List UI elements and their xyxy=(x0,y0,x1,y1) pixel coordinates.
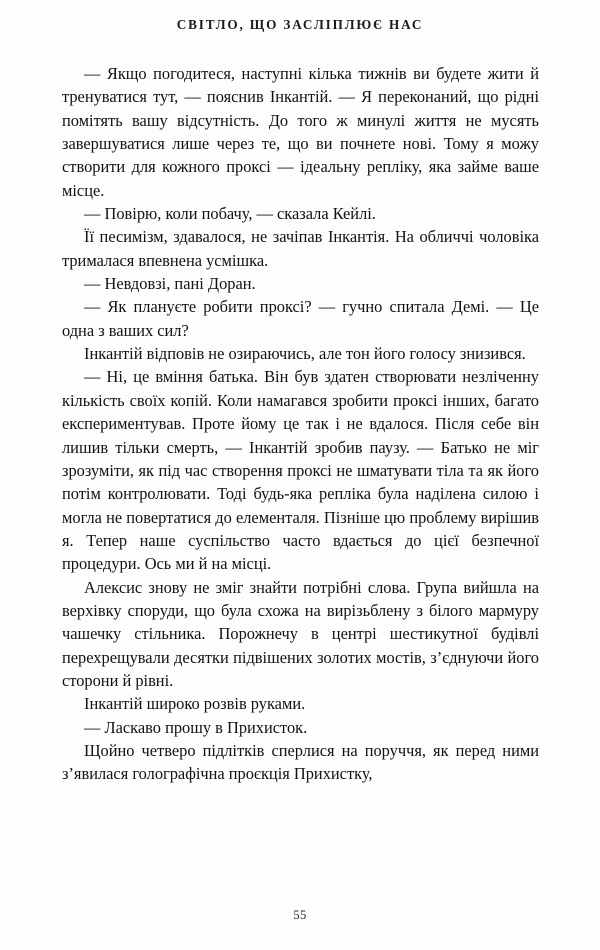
paragraph: — Ласкаво прошу в Прихисток. xyxy=(84,717,308,737)
paragraph: Інкантій широко розвів руками. xyxy=(84,694,306,714)
page-number: 55 xyxy=(293,908,307,922)
paragraph: Інкантій відповів не озираючись, але тон його голосу знизився. xyxy=(84,344,526,364)
paragraph: — Повірю, коли побачу, — сказала Кейлі. xyxy=(84,204,376,224)
paragraph: Щойно четверо підлітків сперлися на поруччя, як перед ними з’явилася голографічна проєкція Прихистку, xyxy=(62,740,539,784)
paragraph: Алексис знову не зміг знайти потрібні слова. Група вийшла на верхівку споруди, що була схожа на вирізьблену з білого мармуру чашечку стільника. Порожнечу в центрі шестикутної будівлі перехрещували десятки підвішених золотих мостів, з’єднуючи його сторони й рівні. xyxy=(62,577,539,690)
running-head: СВІТЛО, ЩО ЗАСЛІПЛЮЄ НАС xyxy=(176,17,424,32)
body-text-block xyxy=(62,62,539,786)
paragraph: — Ні, це вміння батька. Він був здатен створювати незліченну кількість своїх копій. Коли намагався зробити проксі інших, багато експериментував. Проте йому це так і не вдалося. Після себе він лишив тільки смерть, — Інкантій зробив паузу. — Батько не міг зрозуміти, як під час створення проксі не шматувати тіла та як його потім контролювати. Тоді будь-яка репліка була наділена силою і могла не повертатися до елементаля. Пізніше цю проблему вирішив я. Тепер наше суспільство часто вдається до цієї безпечної процедури. Ось ми й на місці. xyxy=(62,367,539,574)
paragraph: — Якщо погодитеся, наступні кілька тижнів ви будете жити й тренуватися тут, — пояснив Інкантій. — Я переконаний, що рідні помітять вашу відсутність. До того ж минулі життя не мусять завершуватися лише через те, що ви почнете нові. Тому я можу створити для кожного проксі — ідеальну репліку, яка займе ваше місце. xyxy=(62,64,539,200)
paragraph: — Невдовзі, пані Доран. xyxy=(84,274,256,294)
paragraph: — Як плануєте робити проксі? — гучно спитала Демі. — Це одна з ваших сил? xyxy=(62,297,539,340)
paragraph: Її песимізм, здавалося, не зачіпав Інкантія. На обличчі чоловіка трималася впевнена усмішка. xyxy=(62,227,539,270)
